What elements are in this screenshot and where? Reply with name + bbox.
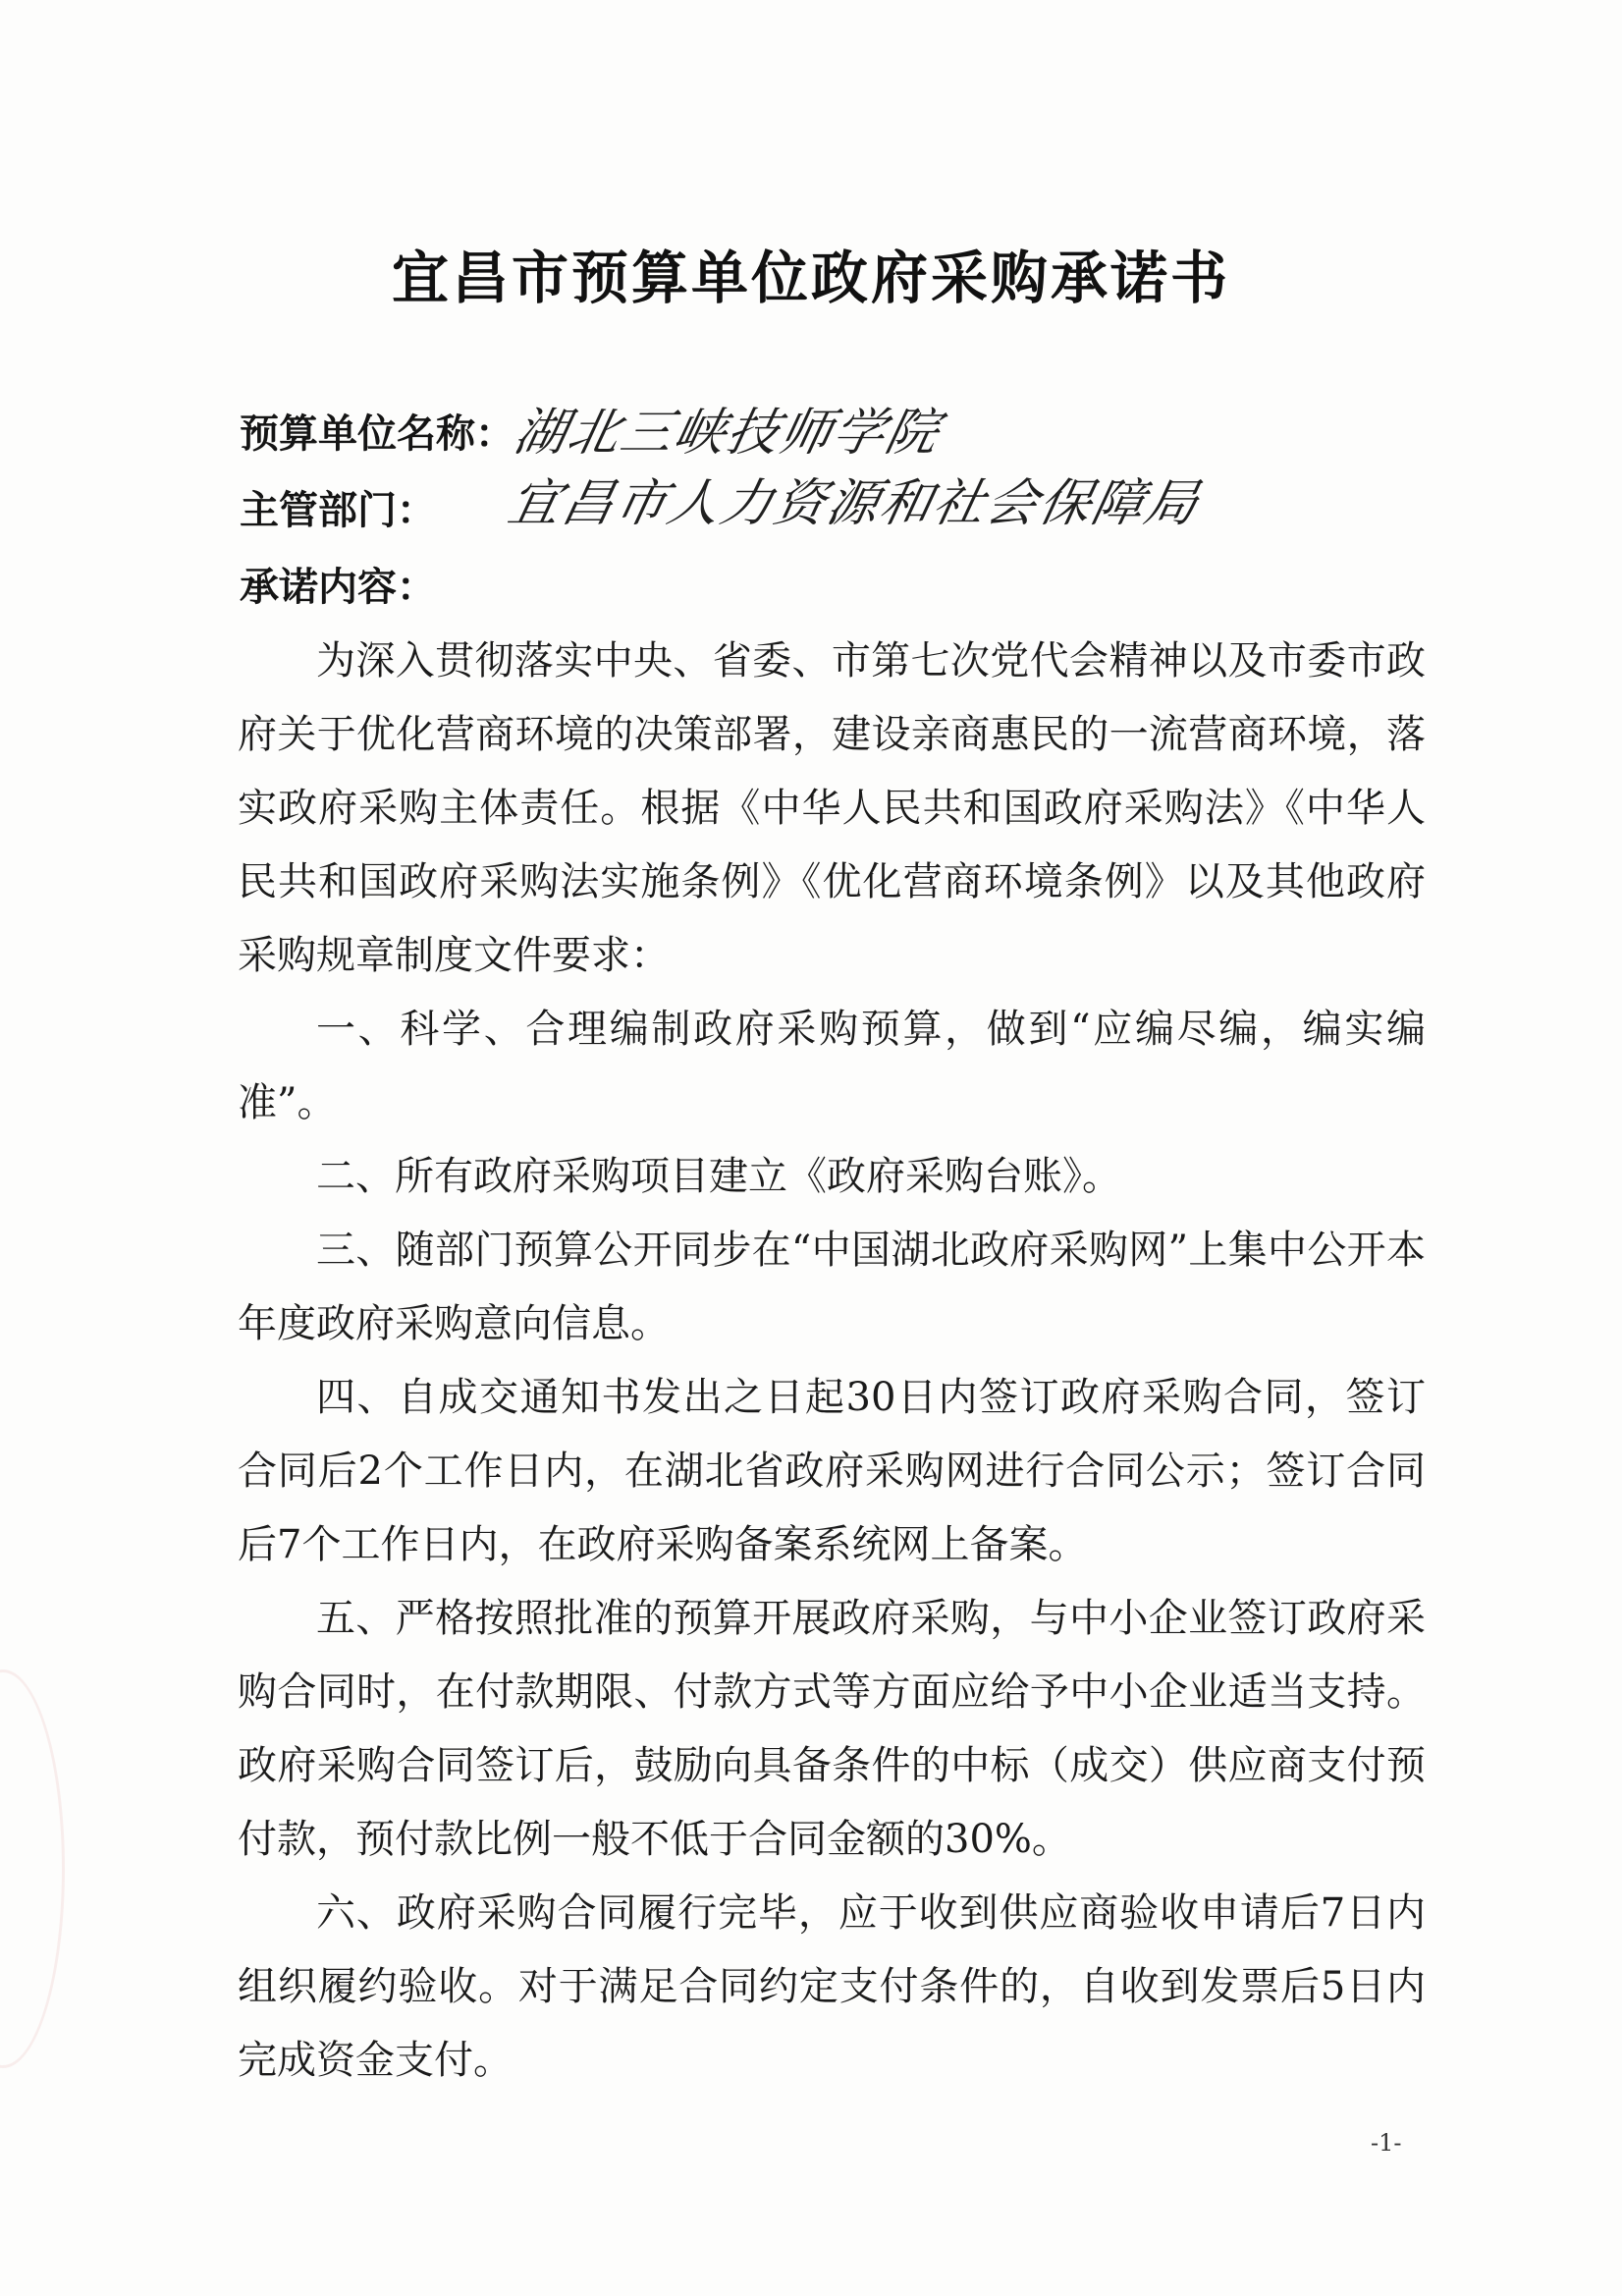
dept-handwritten: 宜昌市人力资源和社会保障局 xyxy=(503,474,1206,533)
dept-label: 主管部门： xyxy=(240,488,436,533)
paragraph-item-1: 一、科学、合理编制政府采购预算，做到“应编尽编，编实编准”。 xyxy=(238,1007,1426,1125)
paragraph-item-3: 三、随部门预算公开同步在“中国湖北政府采购网”上集中公开本年度政府采购意向信息。 xyxy=(238,1228,1426,1346)
paragraph-item-5: 五、严格按照批准的预算开展政府采购，与中小企业签订政府采购合同时，在付款期限、付款方式等方面应给予中小企业适当支持。政府采购合同签订后，鼓励向具备条件的中标（成交）供应商支付预付款，预付款比例一般不低于合同金额的30%。 xyxy=(238,1596,1426,1862)
dept-row xyxy=(240,479,436,535)
unit-name-row xyxy=(240,403,514,459)
page-number: -1- xyxy=(1371,2129,1402,2157)
paragraph-item-4: 四、自成交通知书发出之日起30日内签订政府采购合同，签订合同后2个工作日内，在湖北省政府采购网进行合同公示；签订合同后7个工作日内，在政府采购备案系统网上备案。 xyxy=(238,1375,1426,1567)
faint-stamp-mark xyxy=(0,1669,65,2068)
content-row xyxy=(240,556,436,612)
paragraph-item-6: 六、政府采购合同履行完毕，应于收到供应商验收申请后7日内组织履约验收。对于满足合同约定支付条件的，自收到发票后5日内完成资金支付。 xyxy=(238,1890,1426,2083)
commitment-body xyxy=(238,625,1426,2098)
unit-name-label: 预算单位名称： xyxy=(240,411,514,457)
paragraph-item-2: 二、所有政府采购项目建立《政府采购台账》。 xyxy=(316,1154,1121,1199)
unit-name-handwritten: 湖北三峡技师学院 xyxy=(509,404,946,463)
document-title: 宜昌市预算单位政府采购承诺书 xyxy=(391,245,1230,311)
content-label: 承诺内容： xyxy=(240,565,436,610)
paragraph-intro: 为深入贯彻落实中央、省委、市第七次党代会精神以及市委市政府关于优化营商环境的决策部署，建设亲商惠民的一流营商环境，落实政府采购主体责任。根据《中华人民共和国政府采购法》《中华人民共和国政府采购法实施条例》《优化营商环境条例》以及其他政府采购规章制度文件要求： xyxy=(238,638,1426,978)
